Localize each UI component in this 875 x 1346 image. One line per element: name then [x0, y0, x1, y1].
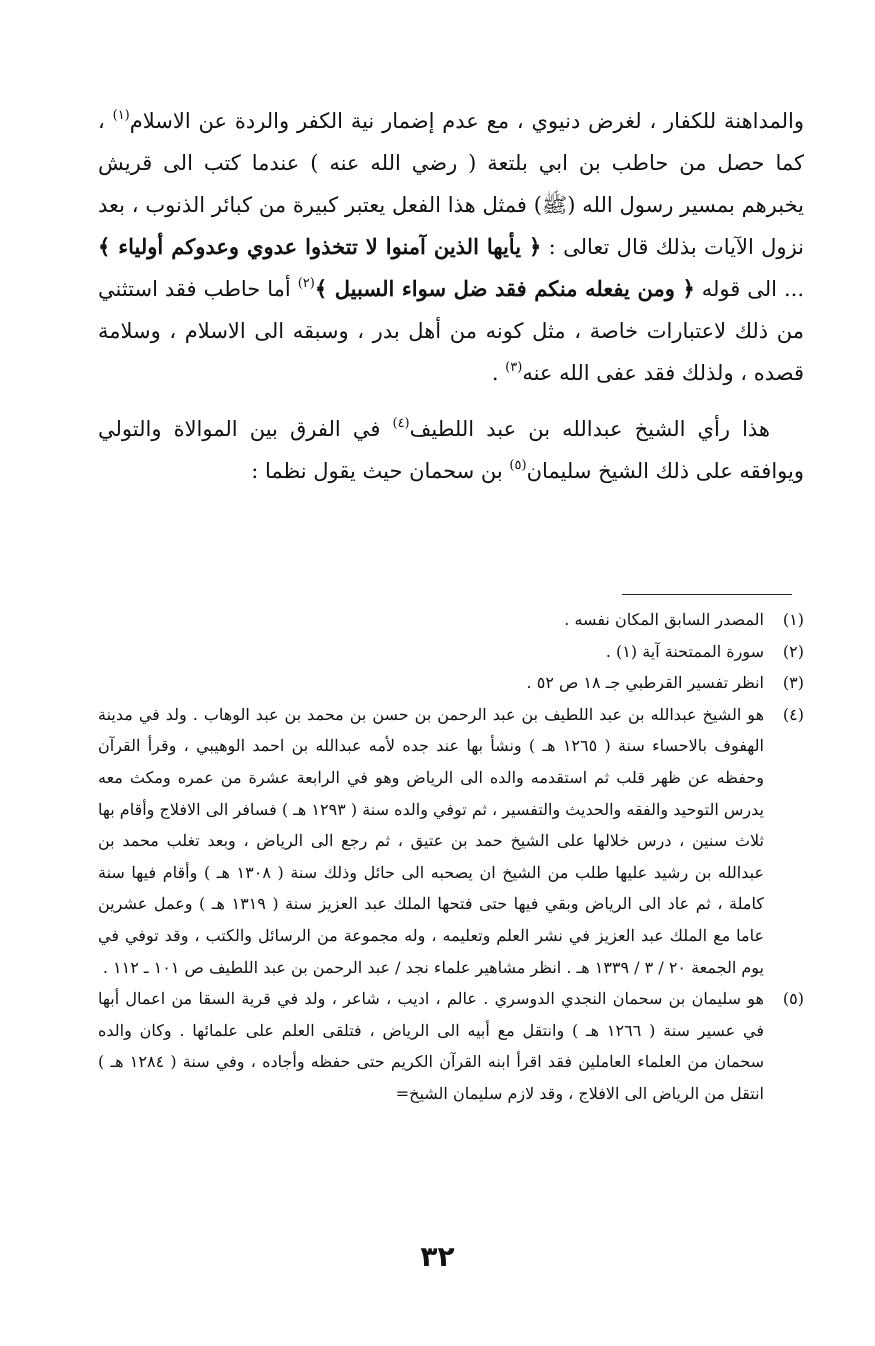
footnote-number: (٤) [782, 704, 804, 724]
footnote-2 [98, 636, 804, 668]
text-run: بن سحمان حيث يقول نظما : [251, 459, 510, 483]
footnote-text: المصدر السابق المكان نفسه . [564, 610, 764, 629]
footnote-number: (٣) [782, 673, 804, 693]
footnote-ref-1: (١) [112, 108, 130, 123]
footnote-3 [98, 667, 804, 699]
text-run: أما حاطب فقد استثني من ذلك لاعتبارات خاصة ، مثل كونه من أهل بدر ، وسبقه الى الاسلام ، وسلامة قصده ، ولذلك فقد عفى الله عنه [98, 277, 804, 385]
quran-quote-1: ﴿ يأيها الذين آمنوا لا تتخذوا عدوي وعدوكم أولياء ﴾ [98, 234, 542, 259]
footnote-4 [98, 699, 804, 983]
footnote-number: (٢) [782, 641, 804, 661]
text-run: . [491, 361, 506, 385]
footnote-5 [98, 983, 804, 1109]
footnote-ref-4: (٤) [392, 416, 410, 431]
text-run: والمداهنة للكفار ، لغرض دنيوي ، مع عدم إضمار نية الكفر والردة عن الاسلام [129, 109, 805, 133]
footnote-text: هو سليمان بن سحمان النجدي الدوسري . عالم ، اديب ، شاعر ، ولد في قرية السقا من اعمال أبها في عسير سنة ( ١٢٦٦ هـ ) وانتقل مع أبيه الى الرياض ، فتلقى العلم على علمائها . وكان والده سحمان من العلماء العاملين فقد اقرأ ابنه القرآن الكريم حتى حفظه وأجاده ، وفي سنة ( ١٢٨٤ هـ ) انتقل من الرياض الى الافلاج ، وقد لازم سليمان الشيخ= [98, 989, 764, 1103]
footnote-1 [98, 604, 804, 636]
text-run: هذا رأي الشيخ عبدالله بن عبد اللطيف [409, 417, 771, 441]
footnote-separator [622, 594, 792, 595]
footnote-ref-5: (٥) [509, 458, 527, 473]
footnote-text: انظر تفسير القرطبي جـ ١٨ ص ٥٢ . [526, 673, 764, 693]
footnote-ref-3: (٣) [505, 360, 523, 375]
footnote-number: (٥) [782, 989, 804, 1009]
main-text [98, 100, 804, 506]
footnote-number: (١) [782, 610, 804, 629]
text-run: في الفرق بين الموالاة والتولي ويوافقه على ذلك الشيخ سليمان [98, 417, 804, 483]
footnote-ref-2: (٢) [297, 276, 315, 291]
text-run: ... الى قوله [694, 277, 804, 301]
footnote-text: سورة الممتحنة آية (١) . [605, 641, 764, 661]
text-run: ، كما حصل من حاطب بن ابي بلتعة ( رضي الله عنه ) عندما كتب الى قريش يخبرهم بمسير رسول الله (ﷺ) فمثل هذا الفعل يعتبر كبيرة من كبائر الذنوب ، بعد نزول الآيات بذلك قال تعالى : [98, 109, 804, 259]
paragraph-2 [98, 408, 804, 492]
quran-quote-2: ﴿ ومن يفعله منكم فقد ضل سواء السبيل ﴾ [314, 276, 695, 301]
footnotes [98, 604, 804, 1110]
page-number: ٣٢ [420, 1240, 455, 1273]
paragraph-1 [98, 100, 804, 394]
footnote-text: هو الشيخ عبدالله بن عبد اللطيف بن عبد الرحمن بن حسن بن محمد بن عبد الوهاب . ولد في مدينة الهفوف بالاحساء سنة ( ١٢٦٥ هـ ) ونشأ بها عند جده لأمه عبدالله بن احمد الوهيبي ، وقرأ القرآن وحفظه عن ظهر قلب ثم استقدمه والده الى الرياض وهو في الرابعة عشرة من عمره ومكث معه يدرس التوحيد والفقه والحديث والتفسير ، ثم توفي والده سنة ( ١٢٩٣ هـ ) فسافر الى الافلاج وأقام بها ثلاث سنين ، درس خلالها على الشيخ حمد بن عتيق ، ثم رجع الى الرياض ، وبعد تغلب محمد بن عبدالله بن رشيد عليها طلب من الشيخ ان يصحبه الى حائل وذلك سنة ( ١٣٠٨ هـ ) وأقام فيها سنة كاملة ، ثم عاد الى الرياض وبقي فيها حتى فتحها الملك عبد العزيز سنة ( ١٣١٩ هـ ) وعمل عشرين عاما مع الملك عبد العزيز في نشر العلم وتعليمه ، وله مجموعة من الرسائل والكتب ، وقد توفي في يوم الجمعة ٢٠ / ٣ / ١٣٣٩ هـ . انظر مشاهير علماء نجد / عبد الرحمن بن عبد اللطيف ص ١٠١ ـ ١١٢ . [98, 704, 765, 977]
